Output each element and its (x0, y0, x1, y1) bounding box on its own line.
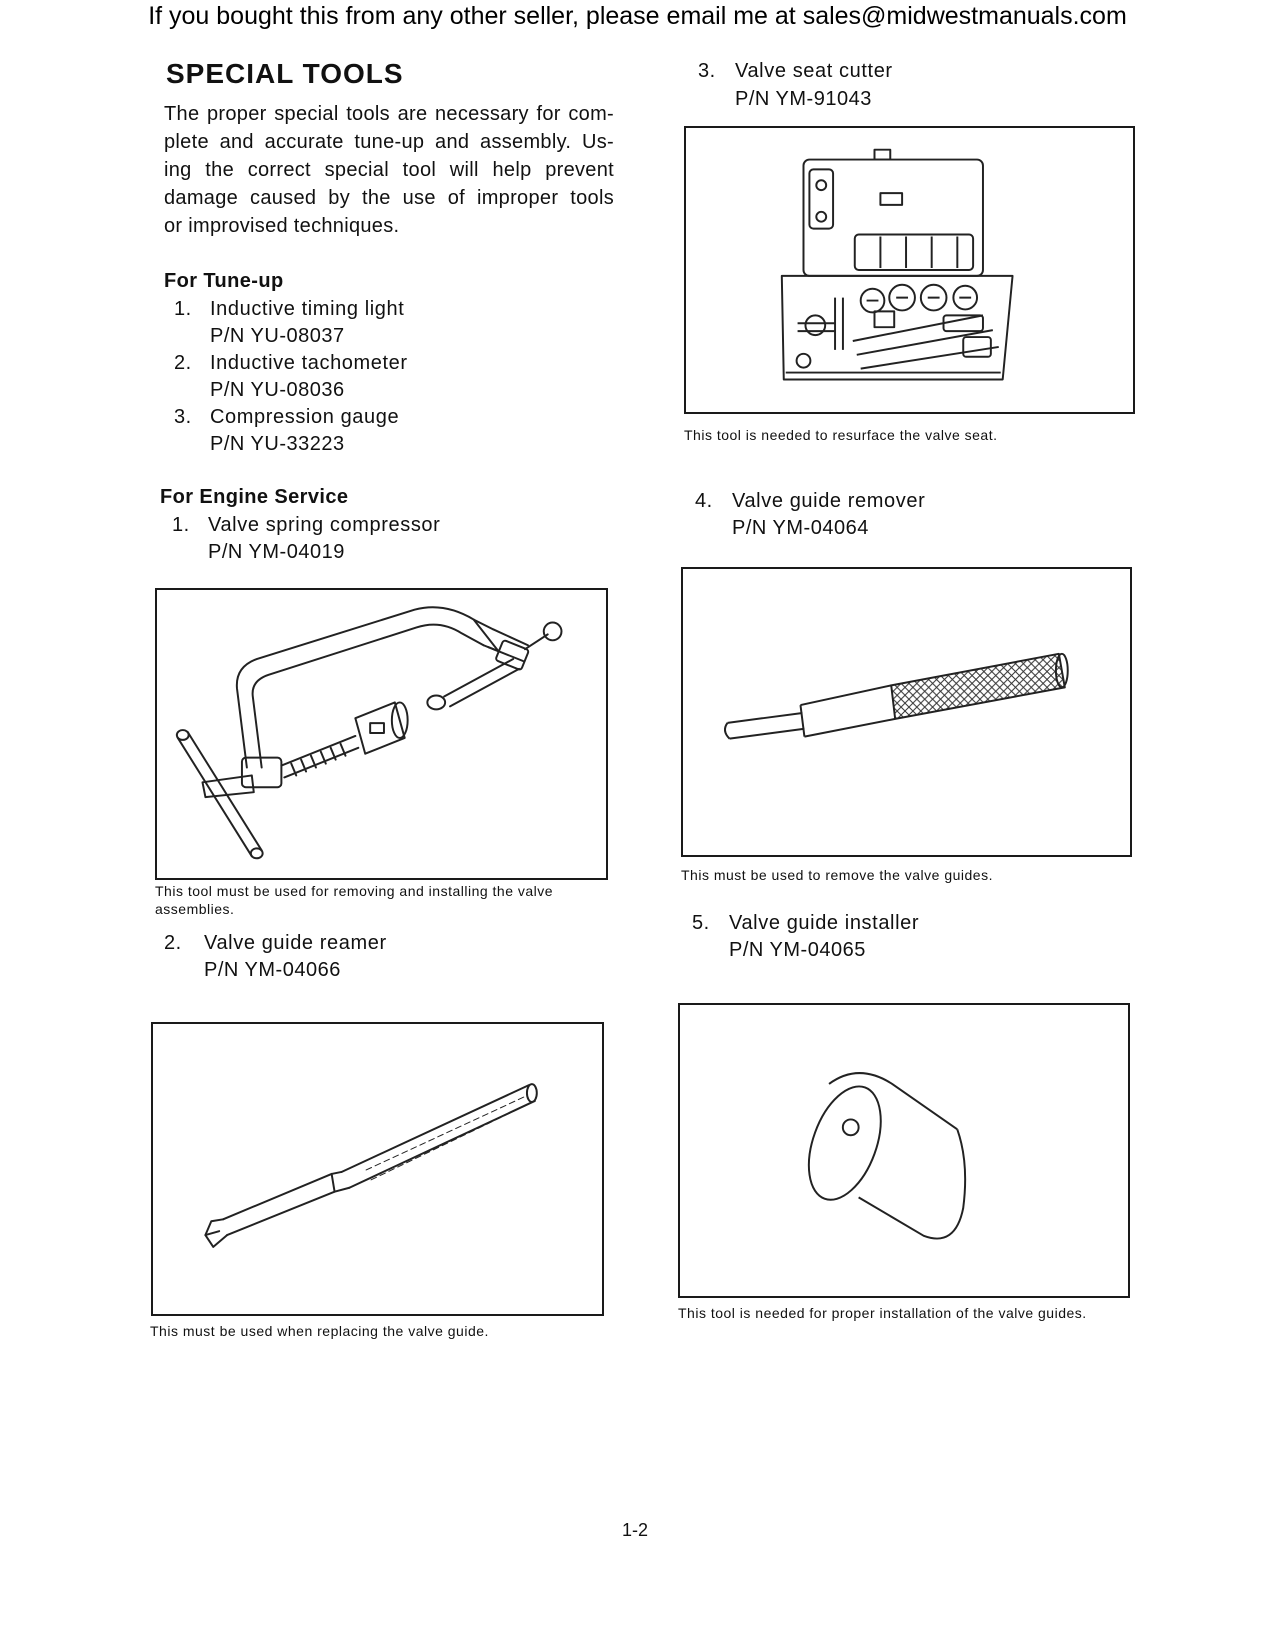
engine-item-1-name: Valve spring compressor (208, 514, 441, 536)
intro-line: ing the correct special tool will help prevent (164, 159, 614, 181)
engine-item-5-num: 5. (692, 912, 710, 934)
page-title: SPECIAL TOOLS (166, 58, 404, 89)
engine-item-5-caption: This tool is needed for proper installation of the valve guides. (678, 1305, 1087, 1321)
valve-seat-cutter-figure (684, 126, 1135, 414)
engine-item-4-caption: This must be used to remove the valve guides. (681, 867, 993, 883)
valve-guide-installer-figure (678, 1003, 1130, 1298)
valve-guide-remover-figure (681, 567, 1132, 857)
engine-item-3-num: 3. (698, 60, 716, 82)
tuneup-item-2-name: Inductive tachometer (210, 352, 408, 374)
engine-item-3-pn: P/N YM-91043 (735, 88, 872, 110)
page-number: 1-2 (622, 1520, 649, 1540)
valve-guide-installer-illustration (680, 1005, 1128, 1296)
intro-paragraph (164, 100, 614, 240)
tuneup-item-1-pn: P/N YU-08037 (210, 325, 345, 347)
tuneup-item-3-num: 3. (174, 406, 192, 428)
intro-line: The proper special tools are necessary for com- (164, 103, 614, 125)
valve-guide-reamer-figure (151, 1022, 604, 1316)
engine-item-1-caption: This tool must be used for removing and installing the valve assemblies. (155, 883, 554, 917)
intro-line: damage caused by the use of improper tools (164, 187, 614, 209)
intro-line: or improvised techniques. (164, 215, 400, 237)
engine-item-4-name: Valve guide remover (732, 490, 926, 512)
tuneup-item-2-num: 2. (174, 352, 192, 374)
engine-item-3-caption: This tool is needed to resurface the valve seat. (684, 427, 998, 443)
engine-item-1-pn: P/N YM-04019 (208, 541, 345, 563)
engine-item-3-name: Valve seat cutter (735, 60, 893, 82)
valve-guide-remover-illustration (683, 569, 1130, 855)
tuneup-item-1-name: Inductive timing light (210, 298, 405, 320)
tuneup-item-1-num: 1. (174, 298, 192, 320)
seller-banner: If you bought this from any other seller, please email me at sales@midwestmanuals.com (148, 2, 1127, 30)
valve-spring-compressor-figure (155, 588, 608, 880)
engine-item-2-caption: This must be used when replacing the valve guide. (150, 1323, 489, 1339)
tuneup-item-2-pn: P/N YU-08036 (210, 379, 345, 401)
engine-item-1-num: 1. (172, 514, 190, 536)
valve-seat-cutter-illustration (686, 128, 1133, 412)
tuneup-item-3-pn: P/N YU-33223 (210, 433, 345, 455)
engine-item-2-name: Valve guide reamer (204, 932, 387, 954)
engine-item-5-name: Valve guide installer (729, 912, 920, 934)
intro-line: plete and accurate tune-up and assembly. Us- (164, 131, 614, 153)
engine-item-2-pn: P/N YM-04066 (204, 959, 341, 981)
engine-item-4-pn: P/N YM-04064 (732, 517, 869, 539)
engine-item-2-num: 2. (164, 932, 182, 954)
valve-spring-compressor-illustration (157, 590, 606, 878)
engine-item-4-num: 4. (695, 490, 713, 512)
valve-guide-reamer-illustration (153, 1024, 602, 1314)
tuneup-heading: For Tune-up (164, 270, 284, 292)
tuneup-item-3-name: Compression gauge (210, 406, 400, 428)
engine-item-5-pn: P/N YM-04065 (729, 939, 866, 961)
engine-heading: For Engine Service (160, 486, 349, 508)
